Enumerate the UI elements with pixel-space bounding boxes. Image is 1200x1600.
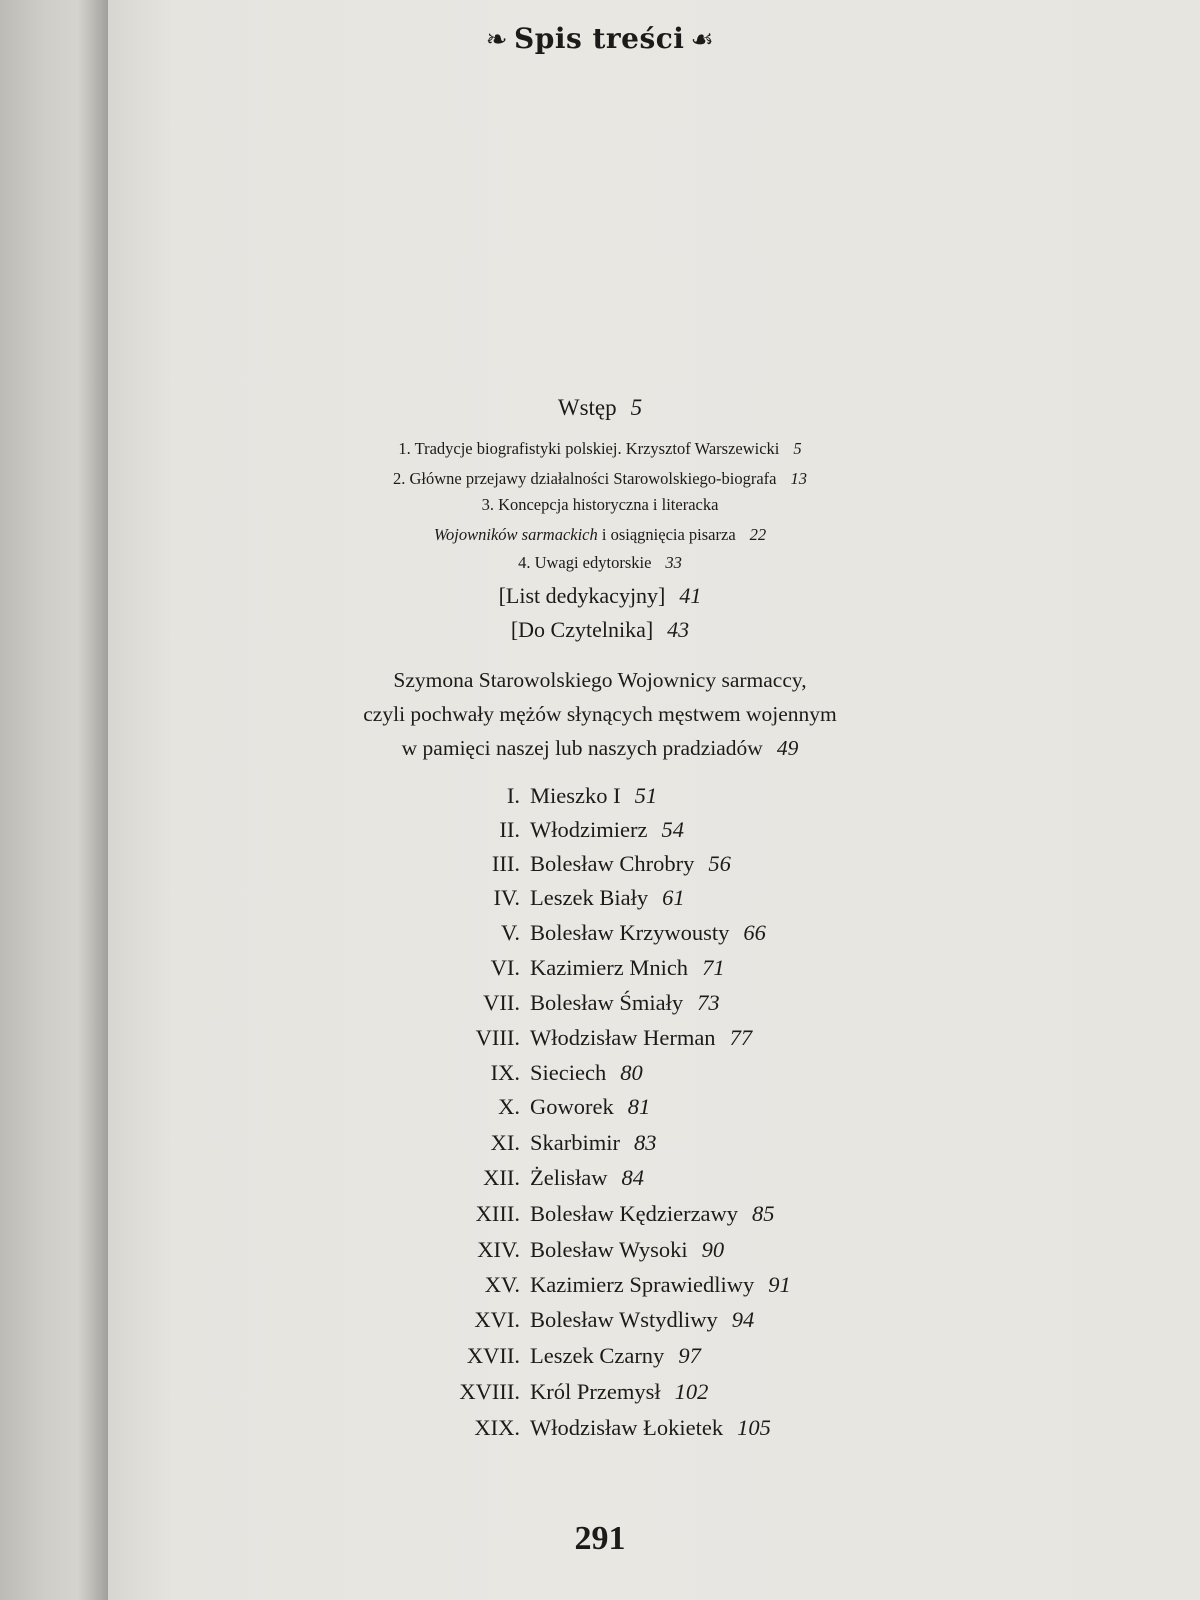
chapter-entry [0,1094,1200,1128]
chapter-entry [0,1415,1200,1449]
toc-subentry [0,465,1200,493]
chapter-entry [0,1343,1200,1377]
chapter-title-wrap [530,817,684,843]
chapter-title: Bolesław Kędzierzawy [530,1201,739,1226]
chapter-entry [0,1025,1200,1059]
chapter-title-wrap [530,885,685,911]
work-title-line: Szymona Starowolskiego Wojownicy sarmaccy, [393,668,807,692]
chapter-title-wrap [530,1415,771,1441]
chapter-title-wrap [530,1060,643,1086]
chapter-page: 102 [674,1379,709,1404]
chapter-page: 71 [702,955,725,980]
toc-subentry [0,435,1200,463]
chapter-title: Bolesław Wstydliwy [530,1307,718,1332]
chapter-page: 54 [661,817,684,842]
chapter-entry [0,851,1200,885]
chapter-number: XII. [483,1165,520,1190]
chapter-number: II. [499,817,520,842]
chapter-entry [0,1060,1200,1094]
chapter-title: Król Przemysł [530,1379,661,1404]
toc-subentry-italic: Wojowników sarmackich [433,525,598,544]
chapter-entry [0,990,1200,1024]
toc-entry-page: 41 [679,583,702,608]
chapter-title: Leszek Czarny [530,1343,665,1368]
chapter-page: 105 [737,1415,771,1440]
chapter-title: Bolesław Wysoki [530,1237,688,1262]
chapter-number: III. [491,851,520,876]
chapter-entry [0,1379,1200,1413]
chapter-entry [0,1201,1200,1235]
chapter-page: 61 [662,885,685,910]
ornament-left-icon: ❧ [485,25,509,55]
chapter-title: Skarbimir [530,1130,620,1155]
toc-entry-page: 5 [630,395,643,420]
toc-entry-intro [0,395,1200,421]
toc-entry-title: [List dedykacyjny] [498,583,666,608]
chapter-number: X. [498,1094,520,1119]
chapter-page: 91 [768,1272,791,1297]
chapter-page: 66 [743,920,766,945]
chapter-page: 81 [627,1094,651,1119]
toc-subentry-title: 3. Koncepcja historyczna i literacka [481,495,719,514]
toc-subentry-page: 5 [793,439,802,458]
toc-entry-title: Wstęp [557,395,617,420]
chapter-title: Sieciech [530,1060,607,1085]
chapter-entry [0,920,1200,954]
toc-entry-page: 49 [776,736,799,760]
chapter-number: VI. [490,955,520,980]
chapter-title: Żelisław [530,1165,608,1190]
toc-entry-page: 43 [667,617,690,642]
page-title [0,22,1200,55]
chapter-title-wrap [530,1130,657,1156]
work-title-line: czyli pochwały mężów słynących męstwem wojennym [363,702,837,726]
chapter-title: Leszek Biały [530,885,649,910]
chapter-page: 90 [701,1237,725,1262]
chapter-page: 80 [620,1060,643,1085]
chapter-number: XI. [490,1130,520,1155]
chapter-number: V. [501,920,520,945]
chapter-title-wrap [530,1272,791,1298]
chapter-title: Bolesław Chrobry [530,851,695,876]
chapter-number: XVIII. [459,1379,520,1404]
chapter-entry [0,1165,1200,1199]
chapter-title: Bolesław Krzywousty [530,920,730,945]
toc-entry-title: [Do Czytelnika] [510,617,654,642]
chapter-title-wrap [530,1307,754,1333]
chapter-number: I. [506,783,520,808]
chapter-title: Kazimierz Mnich [530,955,689,980]
chapter-entry [0,955,1200,989]
chapter-entry [0,885,1200,919]
chapter-number: IX. [490,1060,520,1085]
chapter-entry [0,1237,1200,1271]
chapter-page: 73 [697,990,720,1015]
work-title-line: w pamięci naszej lub naszych pradziadów [401,736,763,760]
chapter-title: Włodzisław Łokietek [530,1415,724,1440]
chapter-title-wrap [530,1025,752,1051]
chapter-number: XVII. [466,1343,520,1368]
toc-subentry-title: 4. Uwagi edytorskie [518,553,652,572]
chapter-title-wrap [530,1237,724,1263]
toc-subentry-title: 1. Tradycje biografistyki polskiej. Krzysztof Warszewicki [398,439,780,458]
chapter-page: 51 [634,783,658,808]
chapter-number: XVI. [474,1307,520,1332]
toc-subentry [0,491,1200,519]
chapter-title: Goworek [530,1094,614,1119]
chapter-entry [0,1130,1200,1164]
toc-entry-to-reader [0,617,1200,643]
chapter-number: VII. [483,990,520,1015]
toc-subentry-page: 13 [790,469,807,488]
work-title-entry [0,663,1200,765]
toc-subentry-page: 22 [749,525,767,544]
toc-subentry [0,549,1200,577]
chapter-page: 84 [621,1165,644,1190]
chapter-page: 83 [634,1130,657,1155]
chapter-number: XIV. [477,1237,520,1262]
chapter-number: VIII. [475,1025,520,1050]
page-title-text: Spis treści [514,22,685,55]
chapter-page: 77 [729,1025,753,1050]
page-number: 291 [574,1520,626,1557]
chapter-title-wrap [530,851,731,877]
toc-subentry-page: 33 [665,553,682,572]
chapter-title: Mieszko I [530,783,621,808]
chapter-number: XIII. [475,1201,520,1226]
chapter-title-wrap [530,1094,650,1120]
chapter-title-wrap [530,990,720,1016]
toc-subentry-title: i osiągnięcia pisarza [597,525,736,544]
chapter-title-wrap [530,1343,701,1369]
chapter-title-wrap [530,920,766,946]
chapter-title-wrap [530,955,725,981]
chapter-page: 97 [678,1343,701,1368]
toc-subentry-continuation [0,521,1200,549]
chapter-entry [0,817,1200,851]
chapter-page: 56 [708,851,731,876]
chapter-page: 94 [731,1307,755,1332]
chapter-title: Bolesław Śmiały [530,990,684,1015]
chapter-entry [0,783,1200,817]
ornament-right-icon: ☙ [690,25,715,55]
toc-entry-dedication [0,583,1200,609]
chapter-title-wrap [530,1165,644,1191]
chapter-title-wrap [530,783,657,809]
chapter-title: Kazimierz Sprawiedliwy [530,1272,755,1297]
chapter-number: XV. [484,1272,520,1297]
toc-subentry-title: 2. Główne przejawy działalności Starowolskiego-biografa [392,469,777,488]
chapter-number: XIX. [474,1415,520,1440]
chapter-title-wrap [530,1379,708,1405]
chapter-number: IV. [493,885,520,910]
chapter-title-wrap [530,1201,775,1227]
chapter-entry [0,1272,1200,1306]
chapter-title: Włodzisław Herman [530,1025,716,1050]
chapter-title: Włodzimierz [530,817,648,842]
work-title-line-last [0,731,1200,765]
chapter-page: 85 [752,1201,775,1226]
chapter-entry [0,1307,1200,1341]
